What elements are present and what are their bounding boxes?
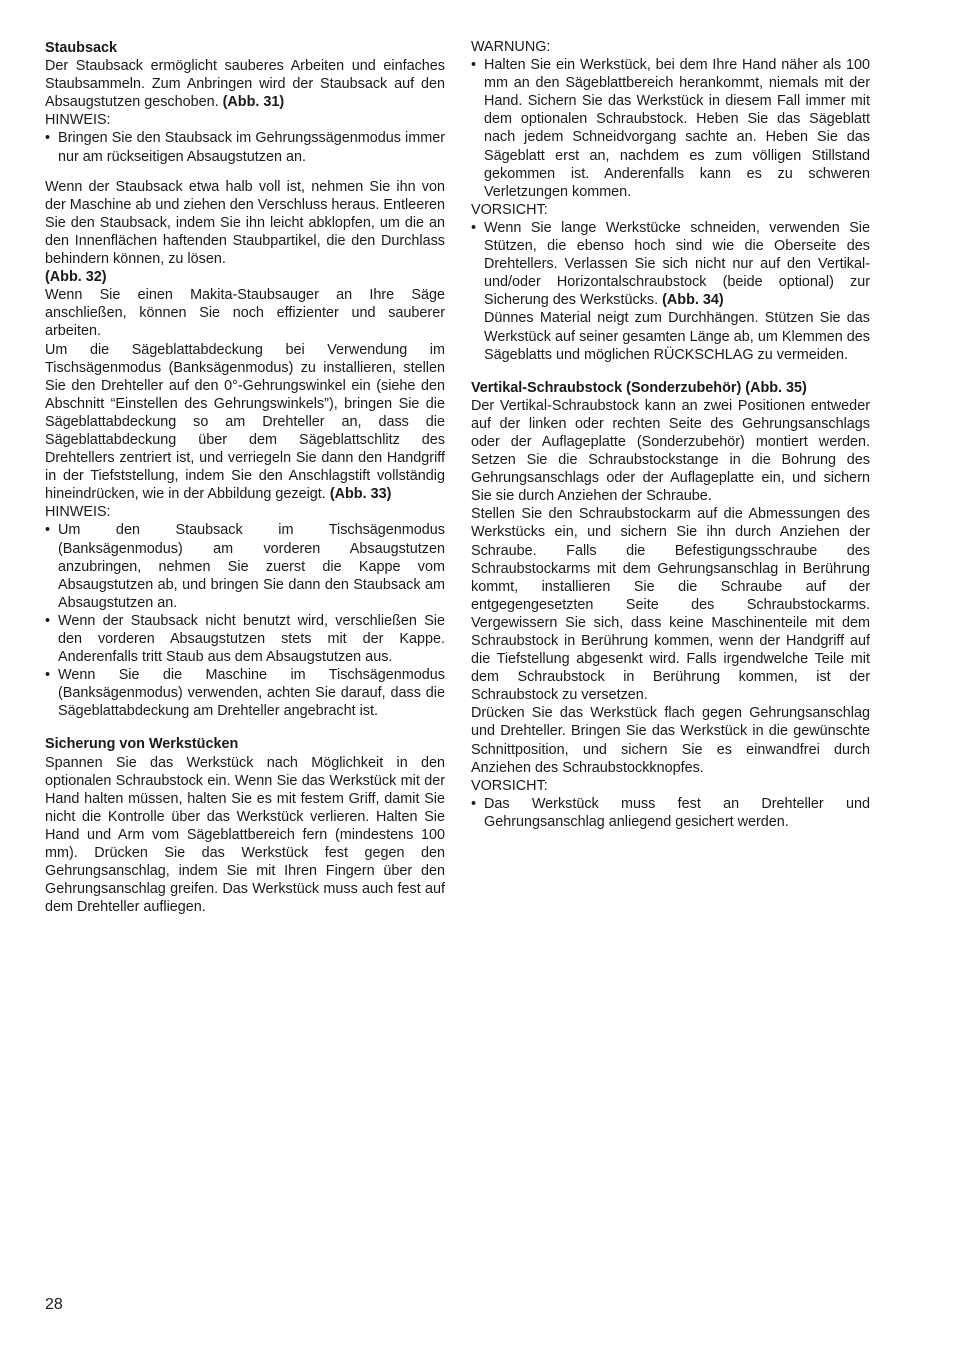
caution-label: VORSICHT:	[471, 777, 548, 794]
figure-ref: (Abb. 31)	[222, 94, 285, 111]
staubsack-paragraph: Um die Sägeblattabdeckung bei Verwendung im Tischsägenmodus (Banksägenmodus) zu installieren, stellen Sie den Drehteller auf den 0°-Gehrungswinkel ein (siehe den Abschnitt “Einstellen des Gehrungswinkels”), bringen Sie die Sägeblattabdeckung so am Drehteller an, dass die Sägeblattabdeckung über dem Sägeblattschlitz des Drehtellers zentriert ist, und verriegeln Sie dann den Handgriff in der Tiefststellung, indem Sie den Anschlagstift vollständig hineindrücken, wie in der Abbildung gezeigt. (Abb. 33)	[45, 341, 445, 503]
caution-continuation: Dünnes Material neigt zum Durchhängen. Stützen Sie das Werkstück auf seiner gesamten Länge ab, um Klemmen des Sägeblatts und möglichen RÜCKSCHLAG zu vermeiden.	[484, 310, 870, 363]
figure-ref: (Abb. 32)	[45, 269, 107, 286]
caution-list	[471, 795, 870, 831]
staubsack-intro: Der Staubsack ermöglicht sauberes Arbeiten und einfaches Staubsammeln. Zum Anbringen wird der Staubsack auf den Absaugstutzen geschoben. (Abb. 31)	[45, 58, 445, 111]
note-list	[45, 129, 445, 165]
list-item: • Halten Sie ein Werkstück, bei dem Ihre Hand näher als 100 mm an den Sägeblattbereich herankommt, niemals mit der Hand. Sichern Sie das Werkstück in diesem Fall immer mit dem optionalen Schraubstock. Heben Sie das Sägeblatt nach jedem Schneidvorgang sachte an. Heben Sie das Sägeblatt erst an, nachdem es zum völligen Stillstand gekommen ist. Anderenfalls kann es zu schweren Verletzungen kommen.	[471, 56, 870, 201]
left-column	[45, 38, 445, 916]
note-list	[45, 521, 445, 720]
note-label: HINWEIS:	[45, 504, 111, 521]
staubsack-paragraph: Wenn der Staubsack etwa halb voll ist, nehmen Sie ihn von der Maschine ab und ziehen den Verschluss heraus. Entleeren Sie den Staubsack, indem Sie ihn leicht abklopfen, um die an den Innenflächen haftenden Staubpartikel, die den Durchlass behindern können, zu lösen. (Abb. 32)	[45, 178, 445, 286]
list-item: • Bringen Sie den Staubsack im Gehrungssägenmodus immer nur am rückseitigen Absaugstutzen an.	[45, 129, 445, 165]
warning-label: WARNUNG:	[471, 39, 551, 55]
vertikal-paragraph: Drücken Sie das Werkstück flach gegen Gehrungsanschlag und Drehteller. Bringen Sie das Werkstück in die gewünschte Schnittposition, und sichern Sie es einwandfrei durch Anziehen des Schraubstockknopfes.	[471, 705, 870, 776]
vertikal-paragraph: Stellen Sie den Schraubstockarm auf die Abmessungen des Werkstücks ein, und sichern Sie ihn durch Anziehen der Schraube. Falls die Befestigungsschraube des Schraubstockarms mit dem Gehrungsanschlag in Berührung kommt, installieren Sie die Schraube auf der entgegengesetzten Seite des Schraubstockarms. Vergewissern Sie sich, dass keine Maschinenteile mit dem Schraubstock in Berührung kommen, wenn der Handgriff auf die Tiefstellung abgesenkt wird. Falls irgendwelche Teile mit dem Schraubstock in Berührung kommen, ist der Schraubstock zu versetzen.	[471, 506, 870, 704]
section-heading-vertikal: Vertikal-Schraubstock (Sonderzubehör) (Abb. 35)	[471, 379, 807, 396]
list-item: • Wenn Sie lange Werkstücke schneiden, verwenden Sie Stützen, die ebenso hoch sind wie die Oberseite des Drehtellers. Verlassen Sie sich nicht nur auf den Vertikal- und/oder Horizontalschraubstock (beide optional) zur Sicherung des Werkstücks. (Abb. 34)	[471, 219, 870, 309]
vertikal-paragraph: Der Vertikal-Schraubstock kann an zwei Positionen entweder auf der linken oder rechten Seite des Gehrungsanschlags oder der Auflageplatte (Sonderzubehör) montiert werden. Setzen Sie die Schraubstockstange in die Bohrung des Gehrungsanschlags oder der Auflageplatte ein, und sichern Sie sie durch Anziehen der Schraube.	[471, 397, 870, 505]
page-number: 28	[45, 1296, 63, 1313]
staubsack-paragraph: Wenn Sie einen Makita-Staubsauger an Ihre Säge anschließen, können Sie noch effizienter und sauberer arbeiten.	[45, 287, 445, 340]
warning-list	[471, 56, 870, 201]
list-item: • Um den Staubsack im Tischsägenmodus (Banksägenmodus) am vorderen Absaugstutzen anzubringen, nehmen Sie zuerst die Kappe vom Absaugstutzen ab, und bringen Sie dann den Staubsack am Absaugstutzen an.	[45, 521, 445, 611]
caution-list	[471, 219, 870, 309]
right-column	[471, 38, 870, 831]
section-heading-staubsack: Staubsack	[45, 40, 117, 56]
figure-ref: (Abb. 34)	[662, 292, 724, 309]
note-label: HINWEIS:	[45, 112, 111, 129]
figure-ref: (Abb. 33)	[329, 486, 392, 503]
list-item: • Wenn Sie die Maschine im Tischsägenmodus (Banksägenmodus) verwenden, achten Sie darauf, dass die Sägeblattabdeckung am Drehteller angebracht ist.	[45, 666, 445, 720]
list-item: • Wenn der Staubsack nicht benutzt wird, verschließen Sie den vorderen Absaugstutzen stets mit der Kappe. Anderenfalls tritt Staub aus dem Absaugstutzen aus.	[45, 612, 445, 666]
list-item: • Das Werkstück muss fest an Drehteller und Gehrungsanschlag anliegend gesichert werden.	[471, 795, 870, 831]
sicherung-paragraph: Spannen Sie das Werkstück nach Möglichkeit in den optionalen Schraubstock ein. Wenn Sie das Werkstück mit der Hand halten müssen, halten Sie es mit festem Griff, damit Sie nicht die Kontrolle über das Werkstück verlieren. Halten Sie Hand und Arm vom Sägeblattbereich fern (mindestens 100 mm). Drücken Sie das Werkstück fest gegen den Gehrungsanschlag, indem Sie mit Ihren Fingern über den Gehrungsanschlag greifen. Das Werkstück muss auch fest auf dem Drehteller aufliegen.	[45, 754, 445, 916]
section-heading-sicherung: Sicherung von Werkstücken	[45, 736, 239, 753]
caution-label: VORSICHT:	[471, 201, 548, 218]
